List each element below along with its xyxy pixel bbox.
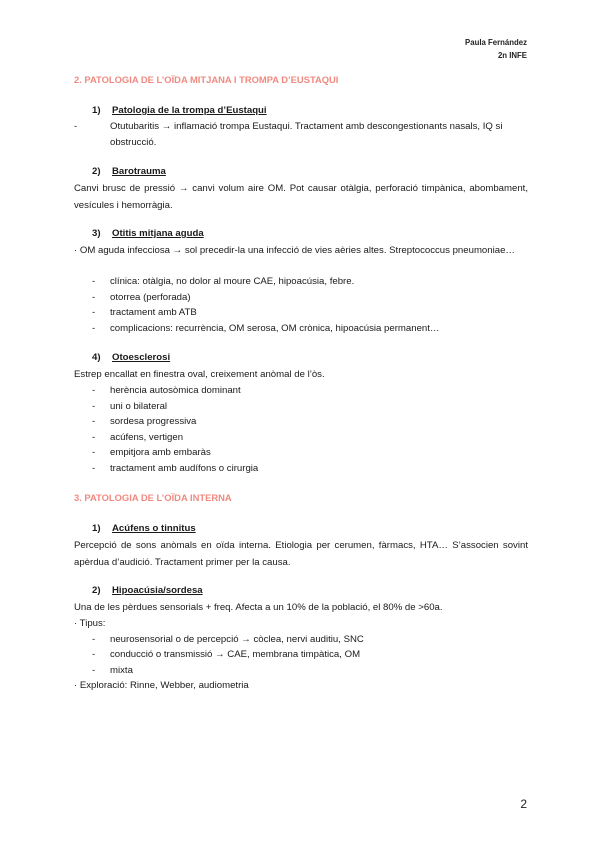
paragraph-hipoacusia: Una de les pèrdues sensorials + freq. Afecta a un 10% de la població, el 80% de >60a. — [74, 602, 443, 613]
list-item: - sordesa progressiva — [92, 416, 197, 427]
header-author: Paula Fernández — [465, 38, 527, 47]
paragraph-otoesclerosi: Estrep encallat en finestra oval, creixement anòmal de l’òs. — [74, 369, 325, 380]
list-item: - otorrea (perforada) — [92, 292, 191, 303]
subheading-title: Patologia de la trompa d’Eustaqui — [112, 105, 267, 116]
page-number: 2 — [520, 797, 527, 811]
paragraph-acufens: Percepció de sons anòmals en oïda interna. Etiologia per cerumen, fàrmacs, HTA… S’associen sovint apèrdua d’audició. Tractament primer per la causa. — [74, 540, 528, 568]
paragraph-barotrauma: Canvi brusc de pressió → canvi volum aire OM. Pot causar otàlgia, perforació timpànica, abombament, vesícules i hemorràgia. — [74, 183, 528, 211]
list-item: - tractament amb ATB — [92, 307, 197, 318]
subheading-otitis: 3) Otitis mitjana aguda — [92, 228, 204, 239]
header-course: 2n INFE — [497, 51, 527, 60]
list-item: - mixta — [92, 665, 133, 676]
subheading-hipoacusia: 2) Hipoacúsia/sordesa — [92, 585, 203, 596]
subheading-trompa — [92, 105, 267, 116]
section-2-heading: 2. PATOLOGIA DE L’OÏDA MITJANA I TROMPA D’EUSTAQUI — [74, 74, 339, 85]
subheading-acufens: 1) Acúfens o tinnitus — [92, 523, 196, 534]
list-item: - Otutubaritis → inflamació trompa Eustaqui. Tractament amb descongestionants nasals, IQ si obstrucció. — [74, 121, 503, 148]
subheading-number: 1) — [92, 105, 101, 116]
list-item: - uni o bilateral — [92, 401, 168, 412]
list-item: - complicacions: recurrència, OM serosa, OM crònica, hipoacúsia permanent… — [92, 323, 440, 334]
exploration-line: · Exploració: Rinne, Webber, audiometria — [74, 680, 249, 691]
subheading-otoesclerosi: 4) Otoesclerosi — [92, 352, 171, 363]
types-label: · Tipus: — [74, 618, 106, 629]
list-item: - empitjora amb embaràs — [92, 447, 211, 458]
list-item: - neurosensorial o de percepció → còclea, nervi auditiu, SNC — [92, 634, 364, 645]
subheading-barotrauma: 2) Barotrauma — [92, 166, 166, 177]
list-item: - herència autosòmica dominant — [92, 385, 241, 396]
list-item-text: Otutubaritis → inflamació trompa Eustaqui. Tractament amb descongestionants nasals, IQ si obstrucció. — [110, 121, 503, 148]
paragraph-otitis: · OM aguda infecciosa → sol precedir-la una infecció de vies aèries altes. Streptococcus pneumoniae… — [74, 245, 516, 256]
list-item: - tractament amb audífons o cirurgia — [92, 463, 259, 474]
list-item: - clínica: otàlgia, no dolor al moure CAE, hipoacúsia, febre. — [92, 276, 355, 287]
list-item: - acúfens, vertigen — [92, 432, 184, 443]
section-3-heading: 3. PATOLOGIA DE L’OÏDA INTERNA — [74, 492, 232, 503]
list-item: - conducció o transmissió → CAE, membrana timpàtica, OM — [92, 649, 361, 660]
